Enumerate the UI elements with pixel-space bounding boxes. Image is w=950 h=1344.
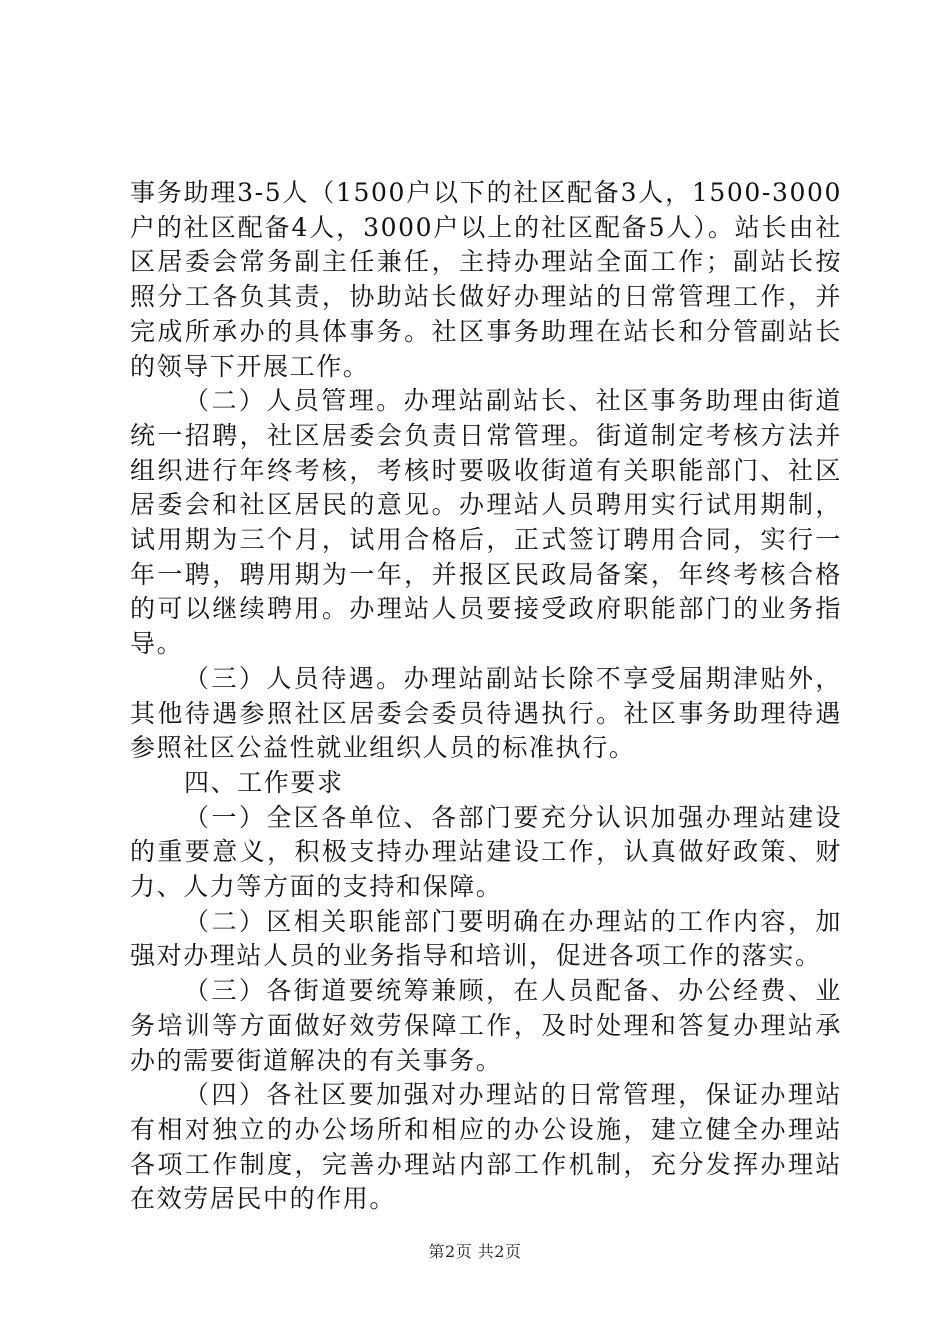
paragraph-personnel-management: （二）人员管理。办理站副站长、社区事务助理由街道统一招聘，社区居委会负责日常管理。街道制定考核方法并组织进行年终考核，考核时要吸收街道有关职能部门、社区居委会和社区居民的意见。办理站人员聘用实行试用期制，试用期为三个月，试用合格后，正式签订聘用合同，实行一年一聘，聘用期为一年，并报区民政局备案，年终考核合格的可以继续聘用。办理站人员要接受政府职能部门的业务指导。 — [130, 386, 842, 659]
paragraph-requirement-4: （四）各社区要加强对办理站的日常管理，保证办理站有相对独立的办公场所和相应的办公设施，建立健全办理站各项工作制度，完善办理站内部工作机制，充分发挥办理站在效劳居民中的作用。 — [130, 1080, 842, 1214]
document-body — [130, 176, 842, 1217]
section-heading-work-requirements: 四、工作要求 — [184, 767, 344, 797]
paragraph-requirement-2: （二）区相关职能部门要明确在办理站的工作内容，加强对办理站人员的业务指导和培训，促进各项工作的落实。 — [130, 906, 842, 971]
paragraph-staffing-continued: 事务助理3-5人（1500户以下的社区配备3人，1500-3000户的社区配备4人，3000户以上的社区配备5人）。站长由社区居委会常务副主任兼任，主持办理站全面工作；副站长按照分工各负其责，协助站长做好办理站的日常管理工作，并完成所承办的具体事务。社区事务助理在站长和分管副站长的领导下开展工作。 — [130, 178, 842, 381]
paragraph-requirement-1: （一）全区各单位、各部门要充分认识加强办理站建设的重要意义，积极支持办理站建设工作，认真做好政策、财力、人力等方面的支持和保障。 — [130, 802, 842, 902]
paragraph-requirement-3: （三）各街道要统筹兼顾，在人员配备、办公经费、业务培训等方面做好效劳保障工作，及时处理和答复办理站承办的需要街道解决的有关事务。 — [130, 976, 842, 1075]
page-number-footer: 第2页 共2页 — [428, 1242, 522, 1261]
paragraph-personnel-treatment: （三）人员待遇。办理站副站长除不享受届期津贴外，其他待遇参照社区居委会委员待遇执行。社区事务助理待遇参照社区公益性就业组织人员的标准执行。 — [130, 663, 842, 763]
